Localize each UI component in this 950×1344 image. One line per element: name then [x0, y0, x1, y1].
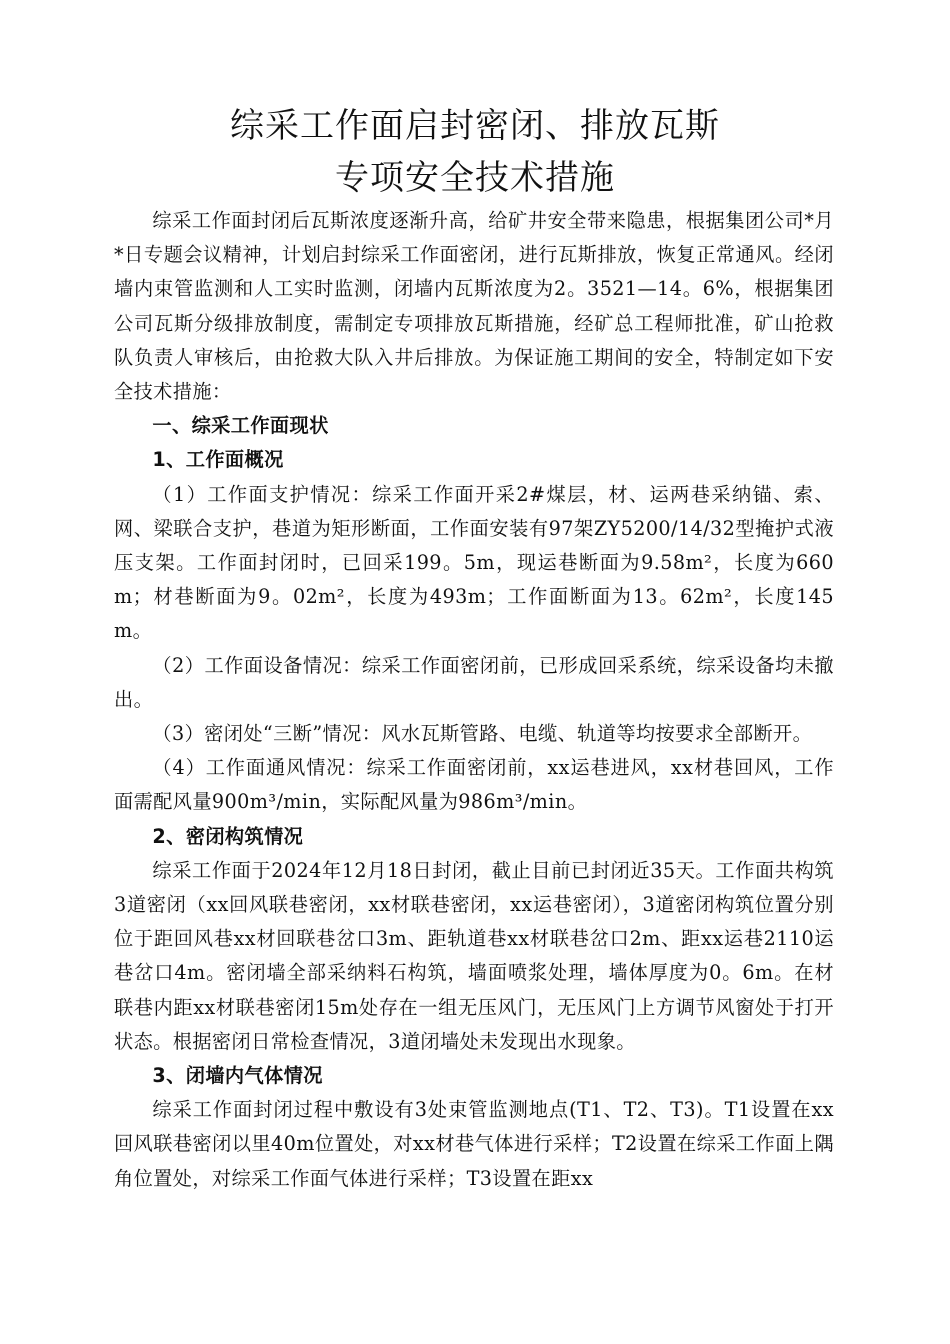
subsection-heading-overview: 1、工作面概况 [152, 448, 284, 472]
section-heading-current-status: 一、综采工作面现状 [152, 414, 329, 438]
document-body [114, 204, 834, 1196]
intro-paragraph: 综采工作面封闭后瓦斯浓度逐渐升高，给矿井安全带来隐患，根据集团公司*月*日专题会议精神，计划启封综采工作面密闭，进行瓦斯排放，恢复正常通风。经闭墙内束管监测和人工实时监测，闭墙内瓦斯浓度为2。3521—14。6%，根据集团公司瓦斯分级排放制度，需制定专项排放瓦斯措施，经矿总工程师批准，矿山抢救队负责人审核后，由抢救大队入井后排放。为保证施工期间的安全，特制定如下安全技术措施： [114, 209, 834, 404]
document-title-line-2: 专项安全技术措施 [335, 158, 615, 198]
paragraph-support-status: （1）工作面支护情况：综采工作面开采2#煤层，材、运两巷采纳锚、索、网、梁联合支护，巷道为矩形断面，工作面安装有97架ZY5200/14/32型掩护式液压支架。工作面封闭时，已回采199。5m，现运巷断面为9.58m²，长度为660m；材巷断面为9。02m²，长度为493m；工作面断面为13。62m²，长度145m。 [114, 482, 834, 643]
subsection-heading-gas-status: 3、闭墙内气体情况 [152, 1064, 323, 1088]
paragraph-three-cutoffs: （3）密闭处“三断”情况：风水瓦斯管路、电缆、轨道等均按要求全部断开。 [152, 722, 813, 746]
paragraph-ventilation-status: （4）工作面通风情况：综采工作面密闭前，xx运巷进风，xx材巷回风，工作面需配风量900m³/min，实际配风量为986m³/min。 [114, 756, 834, 814]
subsection-heading-seal-construction: 2、密闭构筑情况 [152, 824, 304, 848]
paragraph-equipment-status: （2）工作面设备情况：综采工作面密闭前，已形成回采系统，综采设备均未撤出。 [114, 653, 834, 711]
paragraph-gas-monitoring: 综采工作面封闭过程中敷设有3处束管监测地点(T1、T2、T3)。T1设置在xx回风联巷密闭以里40m位置处，对xx材巷气体进行采样；T2设置在综采工作面上隅角位置处，对综采工作面气体进行采样；T3设置在距xx [114, 1098, 834, 1190]
document-title-line-1: 综采工作面启封密闭、排放瓦斯 [230, 106, 720, 146]
paragraph-seal-construction: 综采工作面于2024年12月18日封闭，截止目前已封闭近35天。工作面共构筑3道密闭（xx回风联巷密闭，xx材联巷密闭，xx运巷密闭），3道密闭构筑位置分别位于距回风巷xx材回联巷岔口3m、距轨道巷xx材联巷岔口2m、距xx运巷2110运巷岔口4m。密闭墙全部采纳料石构筑，墙面喷浆处理，墙体厚度为0。6m。在材联巷内距xx材联巷密闭15m处存在一组无压风门，无压风门上方调节风窗处于打开状态。根据密闭日常检查情况，3道闭墙处未发现出水现象。 [114, 858, 834, 1053]
